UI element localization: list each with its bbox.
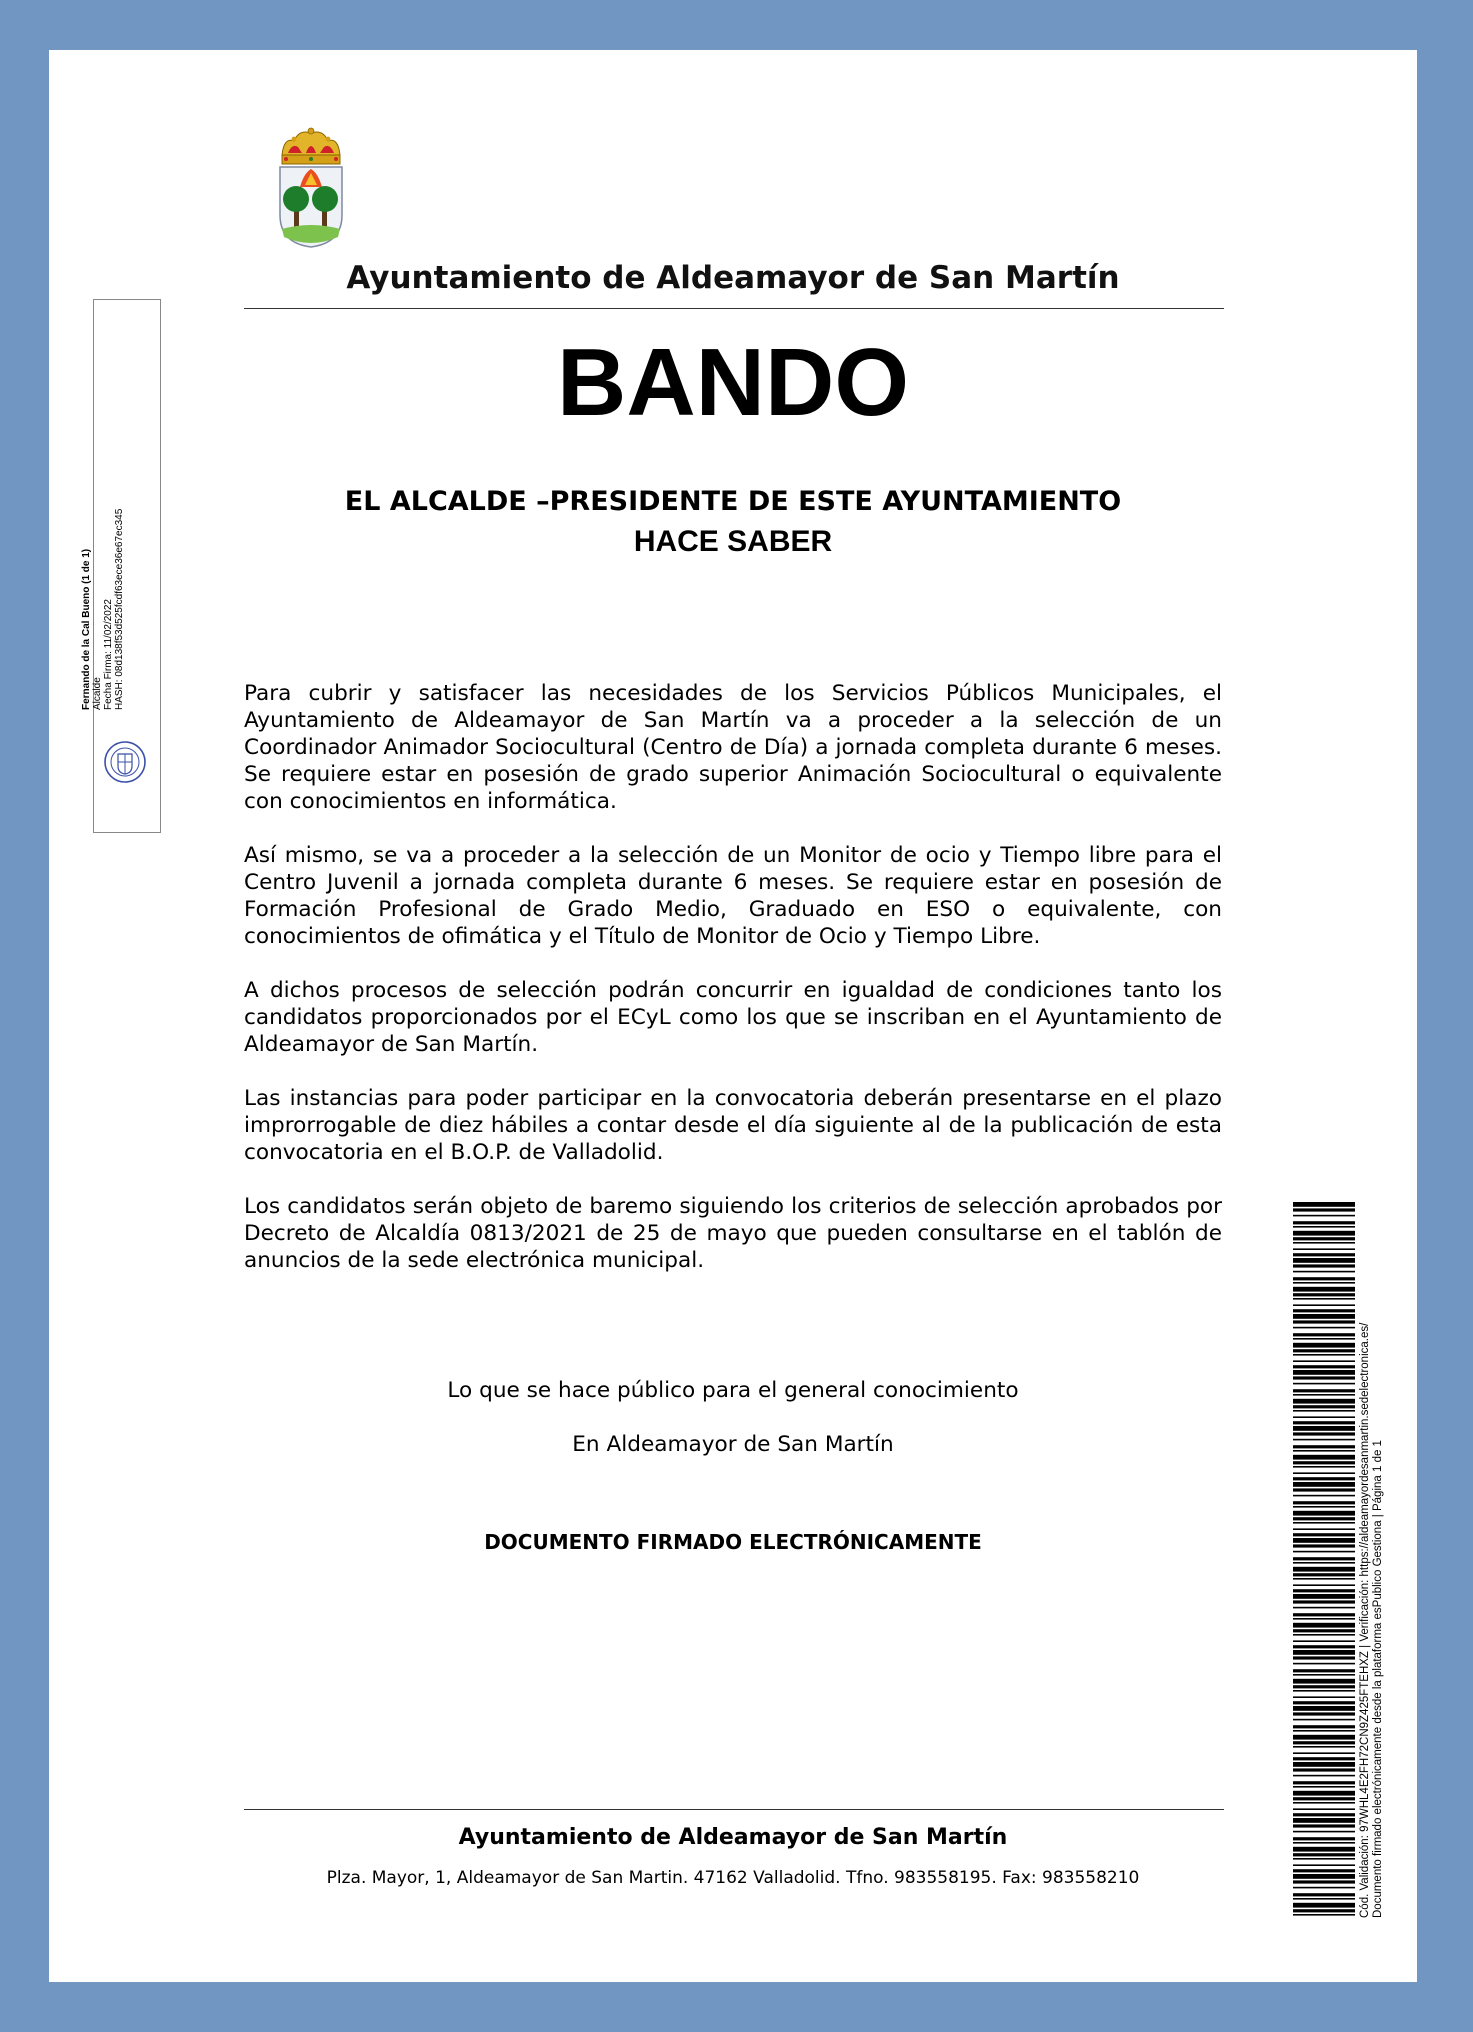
barcode-bar [1293, 1208, 1355, 1211]
barcode-bar [1293, 1909, 1355, 1912]
barcode-bar [1293, 1522, 1355, 1524]
barcode-bar [1293, 1824, 1355, 1827]
barcode-bar [1293, 1309, 1355, 1312]
barcode-bar [1293, 1293, 1355, 1296]
barcode-bar [1293, 1282, 1355, 1284]
barcode-bar [1293, 1768, 1355, 1771]
barcode-bar [1293, 1349, 1355, 1352]
barcode-bar [1293, 1629, 1355, 1632]
barcode-bar [1293, 1690, 1355, 1692]
barcode-bar [1293, 1752, 1355, 1754]
barcode-bar [1293, 1314, 1355, 1319]
barcode-bar [1293, 1663, 1355, 1665]
footer-divider [244, 1809, 1224, 1810]
barcode-bar [1293, 1506, 1355, 1508]
body-paragraph: Los candidatos serán objeto de baremo siguiendo los criterios de selección aprobados por Decreto de Alcaldía 0813/2021 de 25 de mayo que pueden consultarse en el tablón de anuncios de la sede electrónica municipal. [244, 1194, 1222, 1273]
document-body [244, 680, 1222, 1301]
barcode-bar [1293, 1712, 1355, 1715]
barcode-bar [1293, 1389, 1355, 1392]
barcode-bar [1293, 1903, 1355, 1908]
barcode-bar [1293, 1685, 1355, 1688]
barcode-bar [1293, 1461, 1355, 1464]
barcode-bar [1293, 1874, 1355, 1879]
barcode-bar [1293, 1914, 1355, 1916]
barcode-bar [1293, 1343, 1355, 1348]
validation-code: Cód. Validación: 97WHL4E2FH72CN9Z425FTEHXZ | Verificación: https://aldeamayordesanmartin.sedelectronica.es/ [1359, 1322, 1371, 1918]
coat-of-arms-logo [274, 125, 348, 250]
barcode-bar [1293, 1634, 1355, 1636]
barcode-bar [1293, 1421, 1355, 1424]
electronic-signature-notice: DOCUMENTO FIRMADO ELECTRÓNICAMENTE [484, 1530, 982, 1554]
barcode-bar [1293, 1466, 1355, 1468]
barcode-bar [1293, 1488, 1355, 1491]
barcode-bar [1293, 1893, 1355, 1896]
barcode-bar [1293, 1623, 1355, 1628]
body-paragraph: A dichos procesos de selección podrán concurrir en igualdad de condiciones tanto los candidatos proporcionados por el ECyL como los que se inscriban en el Ayuntamiento de Aldeamayor de San Martín. [244, 978, 1222, 1057]
barcode-bar [1293, 1781, 1355, 1784]
closing-statement: Lo que se hace público para el general conocimiento [447, 1378, 1019, 1403]
barcode-bar [1293, 1741, 1355, 1744]
barcode-bar [1293, 1383, 1355, 1385]
barcode-bar [1293, 1594, 1355, 1599]
signature-details [81, 509, 125, 710]
barcode-bar [1293, 1298, 1355, 1300]
barcode-bar [1293, 1439, 1355, 1441]
barcode-bar [1293, 1450, 1355, 1452]
barcode-bar [1293, 1618, 1355, 1620]
barcode-bar [1293, 1237, 1355, 1240]
body-paragraph: Para cubrir y satisfacer las necesidades de los Servicios Públicos Municipales, el Ayuntamiento de Aldeamayor de San Martín va a proceder a la selección de un Coordinador Animador Sociocultural (Centro de Día) a jornada completa durante 6 meses. Se requiere estar en posesión de grado superior Animación Sociocultural o equivalente con conocimientos en informática. [244, 681, 1222, 814]
barcode-bar [1293, 1202, 1355, 1207]
footer-title: Ayuntamiento de Aldeamayor de San Martín [458, 1825, 1008, 1850]
barcode-bar [1293, 1511, 1355, 1516]
barcode-bar [1293, 1482, 1355, 1487]
barcode-bar [1293, 1701, 1355, 1704]
barcode-bar [1293, 1221, 1355, 1224]
barcode-bar [1293, 1696, 1355, 1698]
barcode-bar [1293, 1584, 1355, 1586]
barcode-bar [1293, 1802, 1355, 1804]
signature-date: Fecha Firma: 11/02/2022 [103, 599, 114, 710]
barcode-bar [1293, 1645, 1355, 1648]
barcode-bar [1293, 1365, 1355, 1368]
barcode-bar [1293, 1858, 1355, 1860]
barcode-bar [1293, 1320, 1355, 1323]
barcode-bar [1293, 1338, 1355, 1340]
barcode-bar [1293, 1304, 1355, 1306]
barcode-bar [1293, 1551, 1355, 1553]
barcode-bar [1293, 1791, 1355, 1796]
document-subtitle: EL ALCALDE –PRESIDENTE DE ESTE AYUNTAMIENTO [344, 486, 1122, 517]
barcode-bar [1293, 1746, 1355, 1748]
barcode-bar [1293, 1775, 1355, 1777]
barcode-bar [1293, 1719, 1355, 1721]
barcode-bar [1293, 1416, 1355, 1418]
barcode-bar [1293, 1432, 1355, 1435]
barcode-bar [1293, 1517, 1355, 1520]
barcode-bar [1293, 1656, 1355, 1659]
barcode-bar [1293, 1327, 1355, 1329]
barcode-bar [1293, 1226, 1355, 1228]
header-divider [244, 308, 1224, 309]
barcode-bar [1293, 1898, 1355, 1900]
barcode-bar [1293, 1706, 1355, 1711]
platform-notice: Documento firmado electrónicamente desde la plataforma esPublico Gestiona | Página 1 de 1 [1372, 1440, 1384, 1918]
barcode-bar [1293, 1847, 1355, 1852]
barcode-bar [1293, 1557, 1355, 1560]
barcode-bar [1293, 1880, 1355, 1883]
barcode-bar [1293, 1864, 1355, 1866]
signature-hash: HASH: 08d138f53d525fcdf63ece36e67ec345 [114, 508, 125, 710]
signer-name: Fernando de la Cal Bueno (1 de 1) [81, 548, 92, 710]
barcode-bar [1293, 1818, 1355, 1823]
validation-info [1359, 1323, 1385, 1918]
document-heading: BANDO [557, 329, 909, 436]
barcode-bar [1293, 1394, 1355, 1396]
barcode-bar [1293, 1674, 1355, 1676]
official-seal-icon [103, 740, 147, 784]
barcode-bar [1293, 1589, 1355, 1592]
barcode-bar [1293, 1370, 1355, 1375]
barcode-bar [1293, 1813, 1355, 1816]
barcode-bar [1293, 1405, 1355, 1408]
barcode-bar [1293, 1808, 1355, 1810]
barcode-bar [1293, 1762, 1355, 1767]
barcode-bar [1293, 1679, 1355, 1684]
barcode-bar [1293, 1271, 1355, 1273]
barcode-bar [1293, 1399, 1355, 1404]
barcode-bar [1293, 1231, 1355, 1236]
barcode-bar [1293, 1242, 1355, 1244]
barcode-bar [1293, 1426, 1355, 1431]
barcode-bar [1293, 1455, 1355, 1460]
barcode-bar [1293, 1650, 1355, 1655]
barcode-bar [1293, 1472, 1355, 1474]
footer-address: Plza. Mayor, 1, Aldeamayor de San Martin. 47162 Valladolid. Tfno. 983558195. Fax: 983558210 [326, 1868, 1140, 1888]
barcode-bar [1293, 1248, 1355, 1250]
barcode-bar [1293, 1869, 1355, 1872]
barcode-bar [1293, 1831, 1355, 1833]
document-subtitle-secondary: HACE SABER [633, 525, 833, 558]
barcode-bar [1293, 1477, 1355, 1480]
barcode-bar [1293, 1501, 1355, 1504]
barcode-bar [1293, 1757, 1355, 1760]
barcode-bar [1293, 1277, 1355, 1280]
barcode-bar [1293, 1853, 1355, 1856]
barcode-bar [1293, 1578, 1355, 1580]
barcode-bar [1293, 1533, 1355, 1536]
municipality-title: Ayuntamiento de Aldeamayor de San Martín [346, 260, 1120, 296]
barcode-bar [1293, 1735, 1355, 1740]
barcode-bar [1293, 1640, 1355, 1642]
barcode-bar [1293, 1600, 1355, 1603]
barcode-bar [1293, 1445, 1355, 1448]
barcode-bar [1293, 1333, 1355, 1336]
closing-place: En Aldeamayor de San Martín [572, 1432, 894, 1457]
document-page [49, 50, 1417, 1982]
barcode-bar [1293, 1786, 1355, 1788]
body-paragraph: Las instancias para poder participar en la convocatoria deberán presentarse en el plazo improrrogable de diez hábiles a contar desde el día siguiente al de la publicación de esta convocatoria en el B.O.P. de Valladolid. [244, 1086, 1222, 1165]
barcode-bar [1293, 1573, 1355, 1576]
validation-barcode [1293, 1202, 1355, 1918]
barcode-bar [1293, 1567, 1355, 1572]
barcode-bar [1293, 1253, 1355, 1256]
barcode-bar [1293, 1360, 1355, 1362]
barcode-bar [1293, 1669, 1355, 1672]
signer-role: Alcalde [92, 677, 103, 710]
barcode-bar [1293, 1562, 1355, 1564]
barcode-bar [1293, 1842, 1355, 1844]
barcode-bar [1293, 1887, 1355, 1889]
barcode-bar [1293, 1287, 1355, 1292]
barcode-bar [1293, 1258, 1355, 1263]
barcode-bar [1293, 1797, 1355, 1800]
barcode-bar [1293, 1376, 1355, 1379]
barcode-bar [1293, 1354, 1355, 1356]
barcode-bar [1293, 1495, 1355, 1497]
barcode-bar [1293, 1538, 1355, 1543]
barcode-bar [1293, 1730, 1355, 1732]
barcode-bar [1293, 1837, 1355, 1840]
barcode-bar [1293, 1528, 1355, 1530]
body-paragraph: Así mismo, se va a proceder a la selección de un Monitor de ocio y Tiempo libre para el Centro Juvenil a jornada completa durante 6 meses. Se requiere estar en posesión de Formación Profesional de Grado Medio, Graduado en ESO o equivalente, con conocimientos de ofimática y el Título de Monitor de Ocio y Tiempo Libre. [244, 843, 1222, 949]
barcode-bar [1293, 1725, 1355, 1728]
barcode-bar [1293, 1410, 1355, 1412]
barcode-bar [1293, 1613, 1355, 1616]
barcode-bar [1293, 1215, 1355, 1217]
barcode-bar [1293, 1544, 1355, 1547]
barcode-bar [1293, 1607, 1355, 1609]
barcode-bar [1293, 1264, 1355, 1267]
